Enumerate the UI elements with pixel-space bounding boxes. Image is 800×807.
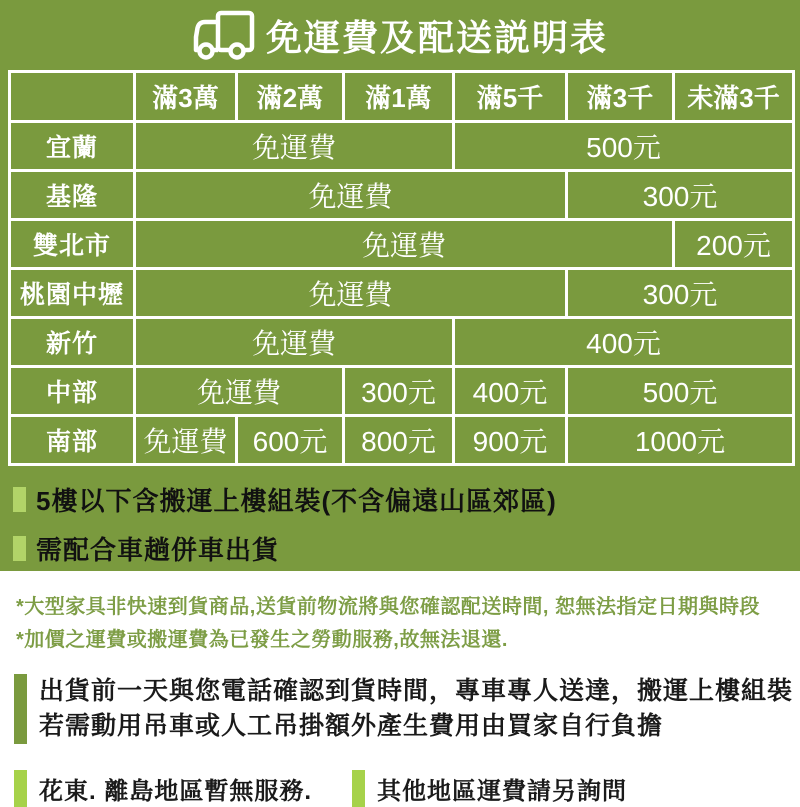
list-item: [13, 530, 800, 567]
delivery-info-text: [39, 674, 793, 744]
table-row: [10, 220, 794, 269]
fee-cell: 500元: [567, 367, 794, 416]
region-label: 雙北市: [10, 220, 135, 269]
delivery-line: 若需動用吊車或人工吊掛額外產生費用由買家自行負擔: [39, 712, 664, 740]
column-header: 滿1萬: [344, 72, 454, 122]
table-row: [10, 416, 794, 465]
fine-print-notes: [0, 571, 800, 657]
fee-cell: 免運費: [135, 122, 454, 171]
note-line: *加價之運費或搬運費為已發生之勞動服務,故無法退還.: [16, 629, 508, 651]
column-header: 滿3千: [567, 72, 674, 122]
fee-cell: 600元: [237, 416, 344, 465]
bullet-text: 5樓以下含搬運上樓組裝(不含偏遠山區郊區): [36, 486, 557, 516]
bullet-text: 需配合車趟併車出貨: [36, 535, 280, 565]
fee-cell: 200元: [674, 220, 794, 269]
fee-cell: 400元: [454, 318, 794, 367]
list-item: [13, 481, 800, 518]
region-label: 中部: [10, 367, 135, 416]
fee-cell: 800元: [344, 416, 454, 465]
green-bar-icon: [14, 674, 27, 744]
delivery-info-block: [14, 674, 800, 744]
region-label: 基隆: [10, 171, 135, 220]
fee-cell: 免運費: [135, 318, 454, 367]
fee-cell: 500元: [454, 122, 794, 171]
bullet-list: [0, 466, 800, 567]
square-bullet-icon: [13, 487, 26, 512]
fee-cell: 免運費: [135, 220, 674, 269]
note-line: *大型家具非快速到貨商品,送貨前物流將與您確認配送時間, 恕無法指定日期與時段: [16, 596, 760, 618]
table-row: [10, 171, 794, 220]
table-row: [10, 122, 794, 171]
column-header: 滿2萬: [237, 72, 344, 122]
column-header: 滿5千: [454, 72, 567, 122]
table-row: [10, 269, 794, 318]
footer-note-text: 其他地區運費請另詢問: [377, 778, 628, 805]
footer-note-text: 花東. 離島地區暫無服務.: [39, 778, 313, 805]
page-title: 免運費及配送説明表: [265, 16, 608, 58]
table-header-row: [10, 72, 794, 122]
fee-cell: 免運費: [135, 269, 567, 318]
fee-cell: 300元: [344, 367, 454, 416]
column-header: 滿3萬: [135, 72, 237, 122]
square-bullet-icon: [13, 536, 26, 561]
green-bar-icon: [14, 770, 27, 807]
fee-cell: 免運費: [135, 367, 344, 416]
table-row: [10, 367, 794, 416]
region-label: 宜蘭: [10, 122, 135, 171]
fee-cell: 免運費: [135, 416, 237, 465]
fee-cell: 900元: [454, 416, 567, 465]
region-label: 桃園中壢: [10, 269, 135, 318]
shipping-fee-table: [8, 70, 795, 466]
column-header: 未滿3千: [674, 72, 794, 122]
fee-cell: 300元: [567, 269, 794, 318]
fee-cell: 1000元: [567, 416, 794, 465]
fee-cell: 免運費: [135, 171, 567, 220]
column-header-empty: [10, 72, 135, 122]
region-label: 南部: [10, 416, 135, 465]
title-bar: [0, 0, 800, 70]
fee-cell: 300元: [567, 171, 794, 220]
fee-cell: 400元: [454, 367, 567, 416]
truck-icon: [192, 10, 256, 60]
table-row: [10, 318, 794, 367]
region-label: 新竹: [10, 318, 135, 367]
delivery-line: 出貨前一天與您電話確認到貨時間，專車專人送達，搬運上樓組裝: [39, 677, 794, 705]
footer-notes: [14, 770, 800, 807]
green-bar-icon: [352, 770, 365, 807]
